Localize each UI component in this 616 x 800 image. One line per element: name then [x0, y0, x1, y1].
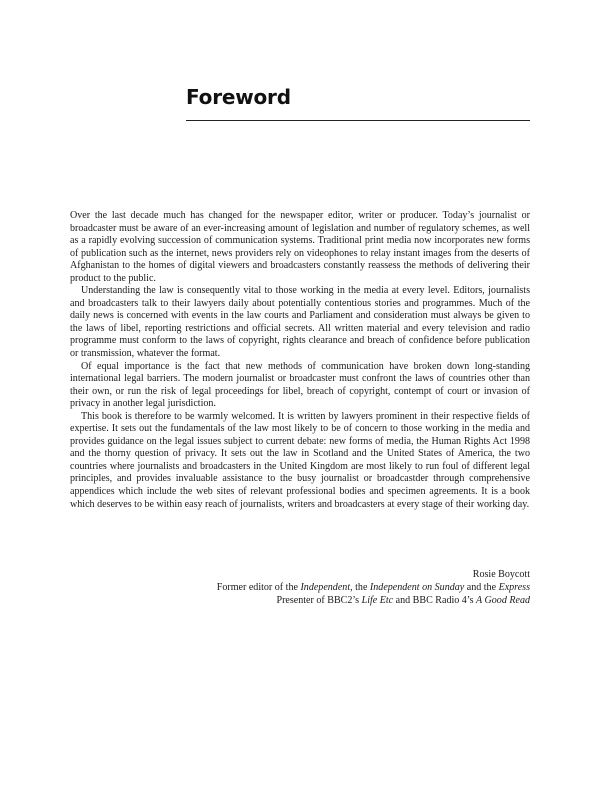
programme-title: Life Etc: [361, 595, 394, 606]
author-credit-editor: [70, 581, 530, 594]
credit-text: and the: [464, 582, 499, 593]
publication-title: Independent on Sunday: [369, 582, 465, 593]
credit-text: and BBC Radio 4’s: [393, 595, 477, 606]
paragraph: This book is therefore to be warmly welcomed. It is written by lawyers prominent in their respective fields of expertise. It sets out the fundamentals of the law most likely to be of concern to those working in the media and provides guidance on the legal issues subject to current debate: new forms of media, the Human Rights Act 1998 and the thorny question of privacy. It sets out the law in Scotland and the United States of America, the two countries where journalists and broadcasters in the United Kingdom are most likely to run foul of different legal principles, and provides invaluable assistance to the busy journalist or broadcastder through comprehensive appendices which include the web sites of relevant professional bodies and specimen agreements. It is a book which deserves to be within easy reach of journalists, writers and broadcasters at every stage of their working day.: [70, 410, 530, 510]
credit-text: , the: [350, 582, 370, 593]
foreword-body: [70, 210, 530, 511]
signature-block: [70, 568, 530, 607]
credit-text: Presenter of BBC2’s: [276, 595, 362, 606]
publication-title: Express: [498, 582, 530, 593]
author-name: Rosie Boycott: [472, 569, 530, 580]
title-rule: [186, 120, 530, 121]
programme-title: A Good Read: [476, 595, 530, 606]
paragraph: Over the last decade much has changed for the newspaper editor, writer or producer. Today’s journalist or broadcaster must be aware of an ever-increasing amount of legislation and number of regulatory schemes, as well as a rapidly evolving succession of communication systems. Traditional print media now incorporates new forms of publication such as the internet, news providers rely on videophones to relay instant images from the deserts of Afghanistan to the homes of digital viewers and broadcasters constantly reassess the methods of delivering their product to the public.: [70, 210, 530, 284]
publication-title: Independent: [300, 582, 351, 593]
paragraph: Understanding the law is consequently vital to those working in the media at every level. Editors, journalists and broadcasters talk to their lawyers daily about potentially contentious stories and programmes. Much of the daily news is concerned with events in the law courts and Parliament and consideration must always be given to the laws of libel, reporting restrictions and official secrets. All written material and every television and radio programme must conform to the laws of copyright, rights clearance and breach of confidence before publication or transmission, whatever the format.: [70, 285, 530, 360]
paragraph: Of equal importance is the fact that new methods of communication have broken down long-standing international legal barriers. The modern journalist or broadcaster must confront the laws of countries other than their own, or run the risk of legal proceedings for libel, breach of copyright, contempt of court or invasion of privacy in another legal jurisdiction.: [70, 360, 530, 410]
author-credit-presenter: [70, 594, 530, 607]
page-title: Foreword: [186, 85, 291, 109]
credit-text: Former editor of the: [216, 582, 301, 593]
